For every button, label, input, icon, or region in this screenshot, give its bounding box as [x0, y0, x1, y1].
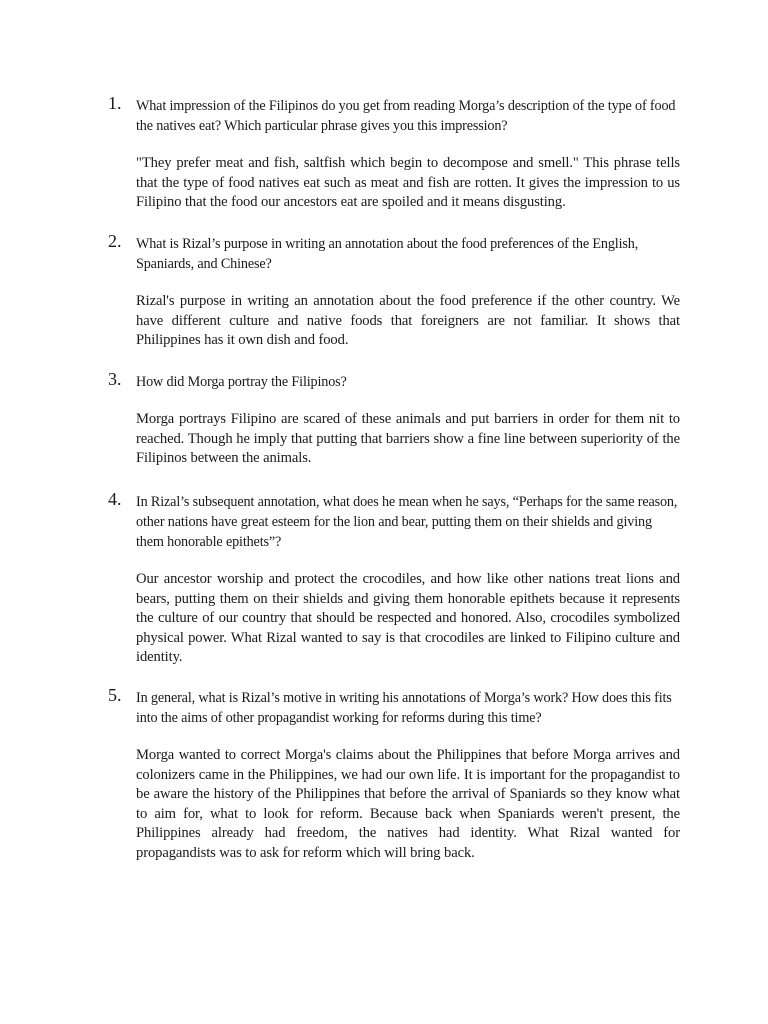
answer-text: "They prefer meat and fish, saltfish which begin to decompose and smell." This phrase tells that the type of food natives eat such as meat and fish are rotten. It gives the impression to us Filipino that the food our ancestors eat are spoiled and it means disgusting.: [136, 155, 680, 210]
question-text: In Rizal’s subsequent annotation, what does he mean when he says, “Perhaps for the same reason, other nations have great esteem for the lion and bear, putting them on their shields and giving them honorable epithets”?: [136, 494, 678, 550]
question-text: In general, what is Rizal’s motive in writing his annotations of Morga’s work? How does this fits into the aims of other propagandist working for reforms during this time?: [136, 690, 672, 726]
answer-text: Morga portrays Filipino are scared of these animals and put barriers in order for them nit to reached. Though he imply that putting that barriers show a fine line between superiority of the Filipinos between the animals.: [136, 411, 680, 466]
answer-text: Morga wanted to correct Morga's claims about the Philippines that before Morga arrives and colonizers came in the Philippines, we had our own life. It is important for the propagandist to be aware the history of the Philippines that before the arrival of Spaniards so they know what to aim for, what to look for reform. Because back when Spaniards weren't present, the Philippines already had freedom, the natives had identity. What Rizal wanted for propagandists was to ask for reform which will bring back.: [136, 747, 680, 861]
answer-text: Our ancestor worship and protect the crocodiles, and how like other nations treat lions and bears, putting them on their shields and giving them honorable epithets because it represents the culture of our country that should be respected and honored. Also, crocodiles symbolized physical power. What Rizal wanted to say is that crocodiles are linked to Filipino culture and identity.: [136, 571, 680, 665]
question-number: 2.: [108, 231, 122, 251]
question-item-4: [108, 489, 680, 668]
question-item-3: [108, 369, 680, 469]
question-text: What is Rizal’s purpose in writing an annotation about the food preferences of the English, Spaniards, and Chinese?: [136, 236, 639, 272]
question-text: What impression of the Filipinos do you get from reading Morga’s description of the type of food the natives eat? Which particular phrase gives you this impression?: [136, 98, 676, 134]
question-item-5: [108, 685, 680, 863]
question-number: 3.: [108, 369, 122, 389]
question-item-1: [108, 93, 680, 213]
question-text: How did Morga portray the Filipinos?: [136, 374, 347, 390]
answer-text: Rizal's purpose in writing an annotation about the food preference if the other country. We have different culture and native foods that foreigners are not familiar. It shows that Philippines has it own dish and food.: [136, 293, 680, 348]
question-number: 4.: [108, 489, 122, 509]
question-number: 5.: [108, 685, 122, 705]
question-number: 1.: [108, 93, 122, 113]
question-item-2: [108, 231, 680, 351]
